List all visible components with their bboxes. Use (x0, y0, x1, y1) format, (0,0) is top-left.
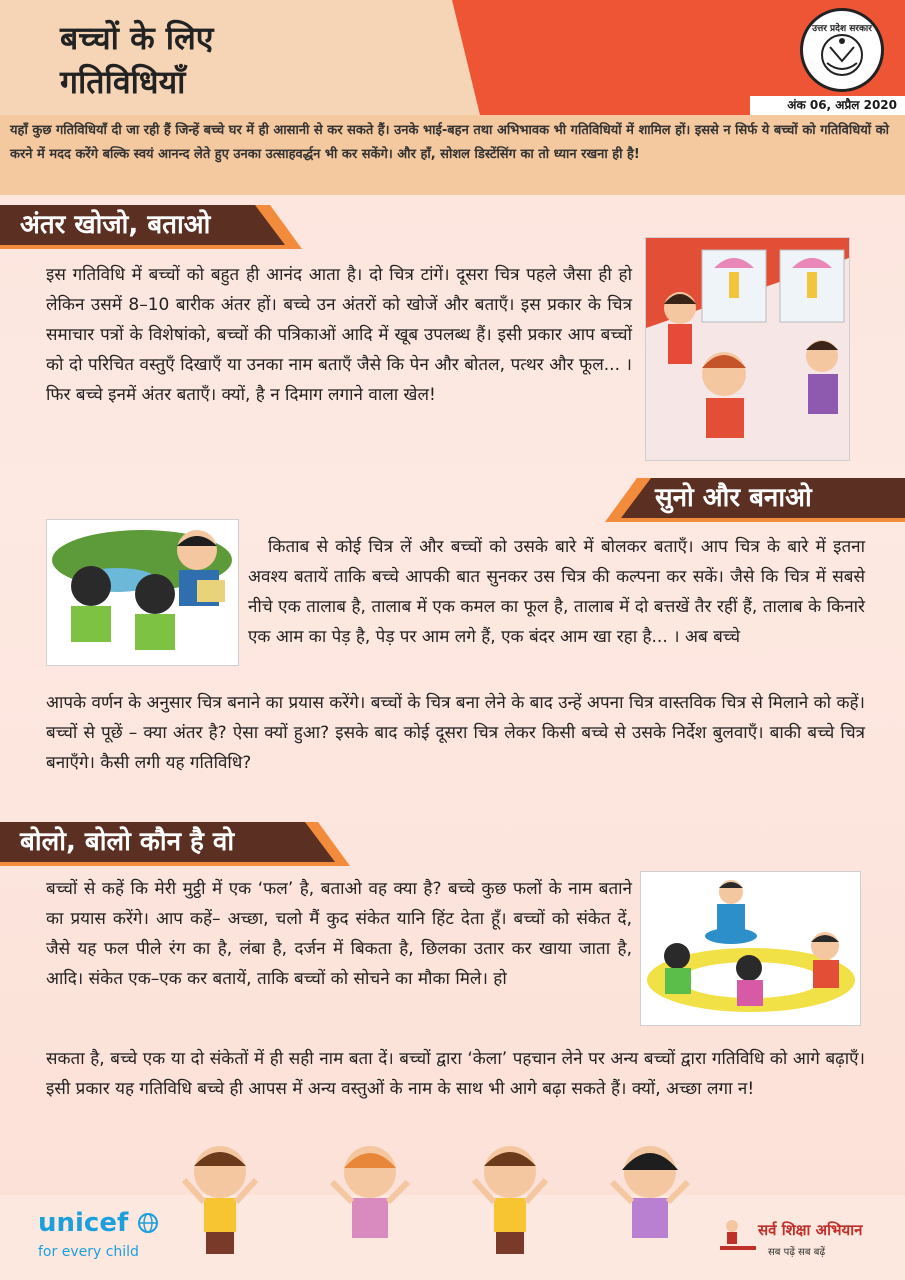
up-government-emblem (800, 8, 884, 92)
ssa-tagline: सब पढ़ें सब बढ़ें (768, 1247, 826, 1258)
ssa-name: सर्व शिक्षा अभियान (758, 1221, 863, 1239)
section-3-banner (0, 822, 350, 866)
section-3-text-full: सकता है, बच्चे एक या दो संकेतों में ही सही नाम बता दें। बच्चों द्वारा ‘केला’ पहचान लेने पर अन्य बच्चों द्वारा गतिविधि को आगे बढ़ाएँ। इसी प्रकार यह गतिविधि बच्चे ही आपस में अन्य वस्तुओं के नाम के साथ भी आगे बढ़ा सकते हैं। क्यों, अच्छा लगा न! (46, 1049, 865, 1099)
emblem-icon (803, 11, 881, 89)
section-2-text-full: आपके वर्णन के अनुसार चित्र बनाने का प्रयास करेंगे। बच्चों के चित्र बना लेने के बाद उन्हें अपना चित्र वास्तविक चित्र से मिलाने को कहें। बच्चों से पूछें – क्या अंतर है? ऐसा क्यों हुआ? इसके बाद कोई दूसरा चित्र लेकर किसी बच्चे से उसके निर्देश बुलवाएँ। बाकी बच्चे चित्र बनाएँगे। कैसी लगी यह गतिविधि? (46, 693, 865, 773)
page-title-line2: गतिविधियाँ (60, 63, 186, 101)
unicef-globe-icon (137, 1212, 159, 1234)
section-3-text-side: बच्चों से कहें कि मेरी मुट्ठी में एक ‘फल’ है, बताओ वह क्या है? बच्चे कुछ फलों के नाम बताने का प्रयास करेंगे। आप कहें– अच्छा, चलो मैं कुद संकेत यानि हिंट देता हूँ। बच्चों को संकेत दें, जैसे यह फल पीले रंग का है, लंबा है, दर्जन में बिकता है, छिलका उतार कर खाया जाता है, आदि। संकेत एक–एक कर बतायें, ताकि बच्चों को सोचने का मौका मिले। हो (46, 879, 632, 989)
section-2-text-side: किताब से कोई चित्र लें और बच्चों को उसके बारे में बोलकर बताएँ। आप चित्र के बारे में इतना अवश्य बतायें ताकि बच्चे आपकी बात सुनकर उस चित्र की कल्पना कर सकें। जैसे कि चित्र में सबसे नीचे एक तालाब है, तालाब में एक कमल का फूल है, तालाब में दो बत्तखें तैर रहीं हैं, तालाब के किनारे एक आम का पेड़ है, पेड़ पर आम लगे हैं, एक बंदर आम खा रहा है... । अब बच्चे (248, 537, 865, 647)
section-3-title: बोलो, बोलो कौन है वो (20, 827, 235, 857)
intro-text: यहाँ कुछ गतिविधियाँ दी जा रही हैं जिन्हें बच्चे घर में ही आसानी से कर सकते हैं। उनके भाई-बहन तथा अभिभावक भी गतिविधियों में शामिल हों। इससे न सिर्फ ये बच्चों को गतिविधियों को करने में मदद करेंगे बल्कि स्वयं आनन्द लेते हुए उनका उत्साहवर्द्धन भी कर सकेंगे। और हाँ, सोशल डिस्टेंसिंग का तो ध्यान रखना ही है! (0, 115, 905, 195)
issue-badge: अंक 06, अप्रैल 2020 (750, 96, 905, 115)
ssa-kids-icon (720, 1216, 756, 1256)
unicef-logo (38, 1208, 159, 1238)
unicef-tagline: for every child (38, 1244, 139, 1260)
section-2-title: सुनो और बनाओ (655, 483, 812, 513)
header (0, 0, 905, 115)
emblem-text: उत्तर प्रदेश सरकार (812, 24, 872, 34)
sarva-shiksha-abhiyan-logo (720, 1214, 890, 1264)
section-2-banner (605, 478, 905, 522)
section-1-title: अंतर खोजो, बताओ (20, 210, 211, 240)
section-1-banner (0, 205, 300, 249)
guessing-game-illustration (640, 871, 861, 1026)
page-title-line1: बच्चों के लिए (60, 19, 214, 57)
cheering-kids-illustration (180, 1140, 700, 1260)
story-reading-illustration (46, 519, 239, 666)
unicef-wordmark: unicef (38, 1208, 129, 1238)
spot-the-difference-illustration (645, 237, 850, 461)
section-1-text: इस गतिविधि में बच्चों को बहुत ही आनंद आता है। दो चित्र टांगें। दूसरा चित्र पहले जैसा ही हो लेकिन उसमें 8–10 बारीक अंतर हों। बच्चे उन अंतरों को खोजें और बताएँ। इस प्रकार के चित्र समाचार पत्रों के विशेषांको, बच्चों की पत्रिकाओं आदि में खूब उपलब्ध हैं। इसी प्रकार आप बच्चों को दो परिचित वस्तुएँ दिखाएँ या उनका नाम बताएँ जैसे कि पेन और बोतल, पत्थर और फूल... । फिर बच्चे इनमें अंतर बताएँ। क्यों, है न दिमाग लगाने वाला खेल! (46, 265, 632, 405)
page-title (60, 16, 213, 104)
